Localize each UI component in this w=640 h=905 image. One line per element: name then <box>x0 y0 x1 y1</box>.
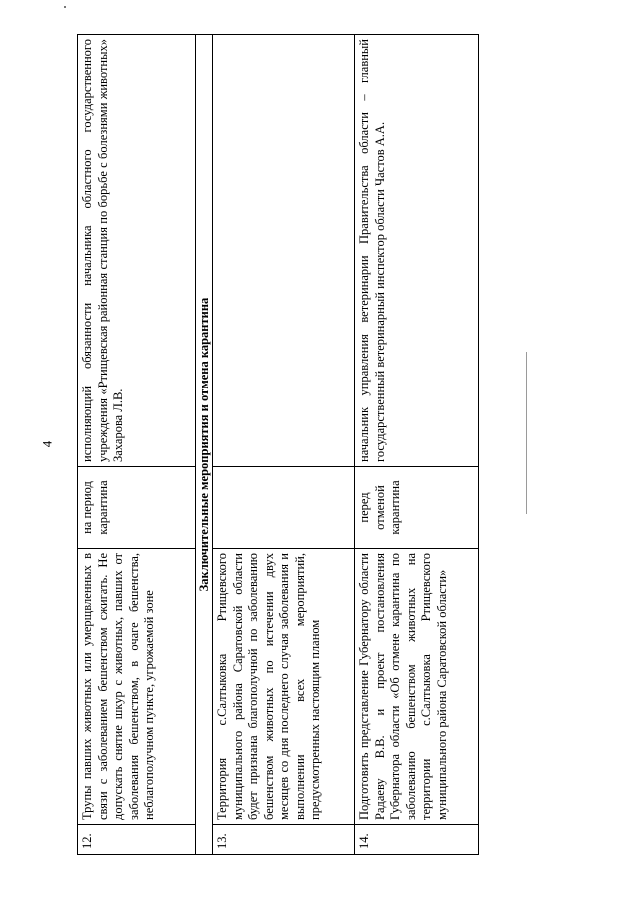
rotated-page <box>77 35 481 855</box>
row-number: 14. <box>355 825 479 855</box>
responsible-cell: исполняющий обязанности начальника областного государственного учреждения «Ртищевская районная станция по борьбе с болезнями животных» Захарова Л.В. <box>78 35 196 467</box>
term-cell: перед отменой карантина <box>355 467 479 549</box>
responsible-cell <box>213 35 355 467</box>
plan-table <box>77 34 479 855</box>
term-cell <box>213 467 355 549</box>
table-row <box>355 35 479 855</box>
page-number: 4 <box>39 440 55 448</box>
row-number: 12. <box>78 825 196 855</box>
measure-cell: Территория с.Салтыковка Ртищевского муниципального района Саратовской области будет признана благополучной по заболеванию бешенством животных по истечении двух месяцев со дня последнего случая заболевания и выполнении всех мероприятий, предусмотренных настоящим планом <box>213 549 355 825</box>
section-heading: Заключительные мероприятия и отмена карантина <box>196 35 213 855</box>
measure-cell: Подготовить представление Губернатору области Радаеву В.В. и проект постановления Губернатора области «Об отмене карантина по заболеванию бешенством животных на территории с.Салтыковка Ртищевского муниципального района Саратовской области» <box>355 549 479 825</box>
row-number: 13. <box>213 825 355 855</box>
measure-cell: Трупы павших животных или умерщвленных в связи с заболеванием бешенством сжигать. Не допускать снятие шкур с животных, павших от заболевания бешенством, в очаге бешенства, неблагополучном пункте, угрожаемой зоне <box>78 549 196 825</box>
scan-speck <box>64 6 66 8</box>
table-row <box>78 35 196 855</box>
table-row <box>213 35 355 855</box>
term-cell: на период карантина <box>78 467 196 549</box>
responsible-cell: начальник управления ветеринарии Правительства области – главный государственный ветеринарный инспектор области Частов А.А. <box>355 35 479 467</box>
section-row <box>196 35 213 855</box>
margin-rule <box>526 352 527 514</box>
